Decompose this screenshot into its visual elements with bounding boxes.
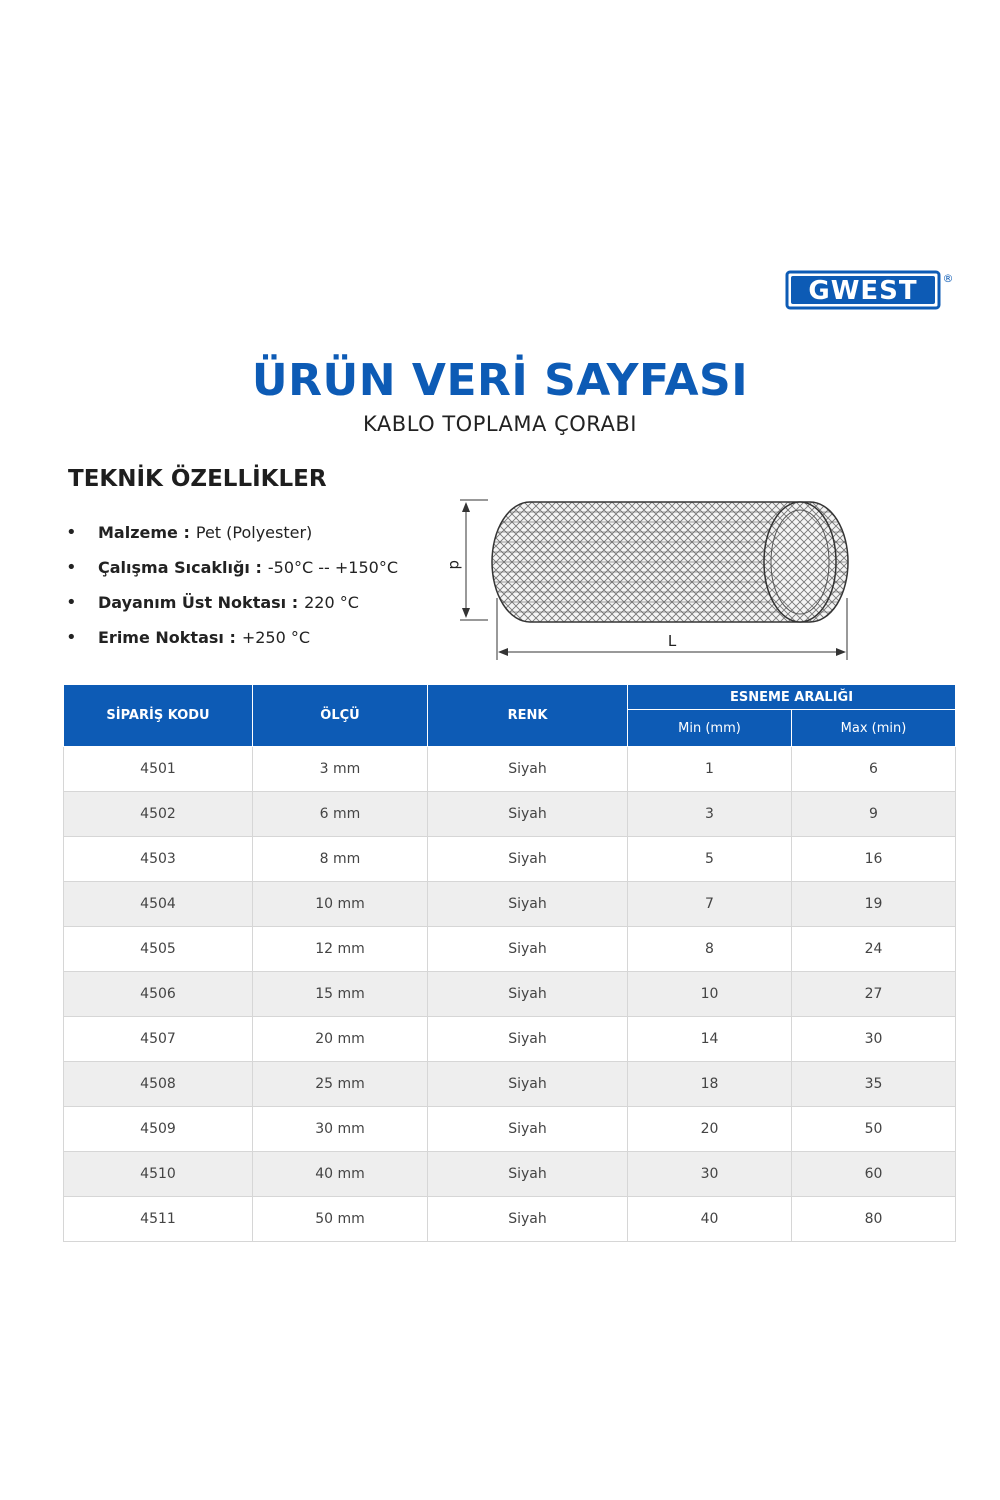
spec-key: Malzeme : bbox=[98, 522, 190, 542]
cell-min: 14 bbox=[628, 1017, 792, 1062]
column-header-min: Min (mm) bbox=[628, 710, 792, 747]
page-title: ÜRÜN VERİ SAYFASI bbox=[251, 355, 749, 406]
cell-code: 4506 bbox=[64, 972, 253, 1017]
cell-color: Siyah bbox=[428, 747, 628, 792]
spec-item-working-temperature bbox=[66, 550, 398, 585]
column-header-code: SİPARİŞ KODU bbox=[64, 685, 253, 747]
cell-code: 4509 bbox=[64, 1107, 253, 1152]
spec-key: Dayanım Üst Noktası : bbox=[98, 592, 299, 612]
cell-max: 19 bbox=[792, 882, 956, 927]
cell-min: 18 bbox=[628, 1062, 792, 1107]
cell-max: 50 bbox=[792, 1107, 956, 1152]
cell-min: 7 bbox=[628, 882, 792, 927]
cell-size: 10 mm bbox=[253, 882, 428, 927]
cell-color: Siyah bbox=[428, 1197, 628, 1242]
cell-max: 9 bbox=[792, 792, 956, 837]
cell-code: 4504 bbox=[64, 882, 253, 927]
column-header-color: RENK bbox=[428, 685, 628, 747]
cell-code: 4511 bbox=[64, 1197, 253, 1242]
cell-size: 25 mm bbox=[253, 1062, 428, 1107]
cell-color: Siyah bbox=[428, 1017, 628, 1062]
cell-size: 15 mm bbox=[253, 972, 428, 1017]
specs-heading: TEKNİK ÖZELLİKLER bbox=[68, 466, 327, 492]
cell-min: 40 bbox=[628, 1197, 792, 1242]
cell-max: 30 bbox=[792, 1017, 956, 1062]
cell-size: 6 mm bbox=[253, 792, 428, 837]
cell-min: 3 bbox=[628, 792, 792, 837]
cell-size: 30 mm bbox=[253, 1107, 428, 1152]
product-table bbox=[63, 684, 956, 1242]
spec-key: Çalışma Sıcaklığı : bbox=[98, 557, 262, 577]
cell-min: 10 bbox=[628, 972, 792, 1017]
spec-value: -50°C -- +150°C bbox=[267, 557, 399, 577]
bullet-icon: • bbox=[66, 626, 77, 648]
cell-code: 4510 bbox=[64, 1152, 253, 1197]
spec-item-melting-point bbox=[66, 620, 398, 655]
cell-min: 20 bbox=[628, 1107, 792, 1152]
cell-color: Siyah bbox=[428, 882, 628, 927]
table-row bbox=[64, 792, 956, 837]
cell-color: Siyah bbox=[428, 837, 628, 882]
cell-min: 30 bbox=[628, 1152, 792, 1197]
spec-list bbox=[66, 515, 398, 655]
page-subtitle: KABLO TOPLAMA ÇORABI bbox=[363, 412, 637, 436]
table-body bbox=[64, 747, 956, 1242]
cell-color: Siyah bbox=[428, 792, 628, 837]
cell-color: Siyah bbox=[428, 972, 628, 1017]
braided-sleeve-diagram bbox=[440, 490, 870, 670]
spec-key: Erime Noktası : bbox=[98, 627, 236, 647]
cell-code: 4503 bbox=[64, 837, 253, 882]
table-row bbox=[64, 882, 956, 927]
table-row bbox=[64, 747, 956, 792]
cell-size: 12 mm bbox=[253, 927, 428, 972]
diameter-label: d bbox=[446, 560, 464, 570]
cell-size: 40 mm bbox=[253, 1152, 428, 1197]
table-row bbox=[64, 1062, 956, 1107]
table-row bbox=[64, 927, 956, 972]
cell-code: 4507 bbox=[64, 1017, 253, 1062]
bullet-icon: • bbox=[66, 591, 77, 613]
cell-color: Siyah bbox=[428, 927, 628, 972]
cell-max: 80 bbox=[792, 1197, 956, 1242]
table-row bbox=[64, 837, 956, 882]
cell-color: Siyah bbox=[428, 1062, 628, 1107]
spec-value: Pet (Polyester) bbox=[195, 522, 313, 542]
registered-mark: ® bbox=[942, 272, 954, 285]
cell-size: 3 mm bbox=[253, 747, 428, 792]
cell-max: 6 bbox=[792, 747, 956, 792]
bullet-icon: • bbox=[66, 521, 77, 543]
spec-item-max-resistance bbox=[66, 585, 398, 620]
cell-min: 1 bbox=[628, 747, 792, 792]
cell-size: 8 mm bbox=[253, 837, 428, 882]
cell-max: 35 bbox=[792, 1062, 956, 1107]
spec-value: 220 °C bbox=[304, 592, 359, 612]
cell-max: 24 bbox=[792, 927, 956, 972]
column-header-size: ÖLÇÜ bbox=[253, 685, 428, 747]
spec-value: +250 °C bbox=[241, 627, 311, 647]
cell-min: 5 bbox=[628, 837, 792, 882]
bullet-icon: • bbox=[66, 556, 77, 578]
cell-max: 60 bbox=[792, 1152, 956, 1197]
table-row bbox=[64, 972, 956, 1017]
column-header-max: Max (min) bbox=[792, 710, 956, 747]
table-row bbox=[64, 1017, 956, 1062]
cell-size: 50 mm bbox=[253, 1197, 428, 1242]
table-row bbox=[64, 1197, 956, 1242]
cell-color: Siyah bbox=[428, 1152, 628, 1197]
length-label: L bbox=[667, 632, 677, 650]
cell-size: 20 mm bbox=[253, 1017, 428, 1062]
gwest-logo bbox=[785, 268, 955, 312]
cell-max: 16 bbox=[792, 837, 956, 882]
spec-item-material bbox=[66, 515, 398, 550]
cell-code: 4505 bbox=[64, 927, 253, 972]
table-row bbox=[64, 1107, 956, 1152]
cell-code: 4508 bbox=[64, 1062, 253, 1107]
cell-code: 4501 bbox=[64, 747, 253, 792]
cell-min: 8 bbox=[628, 927, 792, 972]
table-row bbox=[64, 1152, 956, 1197]
cell-color: Siyah bbox=[428, 1107, 628, 1152]
brand-name: GWEST bbox=[808, 276, 918, 306]
cell-code: 4502 bbox=[64, 792, 253, 837]
column-header-stretch-range: ESNEME ARALIĞI bbox=[628, 685, 956, 710]
cell-max: 27 bbox=[792, 972, 956, 1017]
